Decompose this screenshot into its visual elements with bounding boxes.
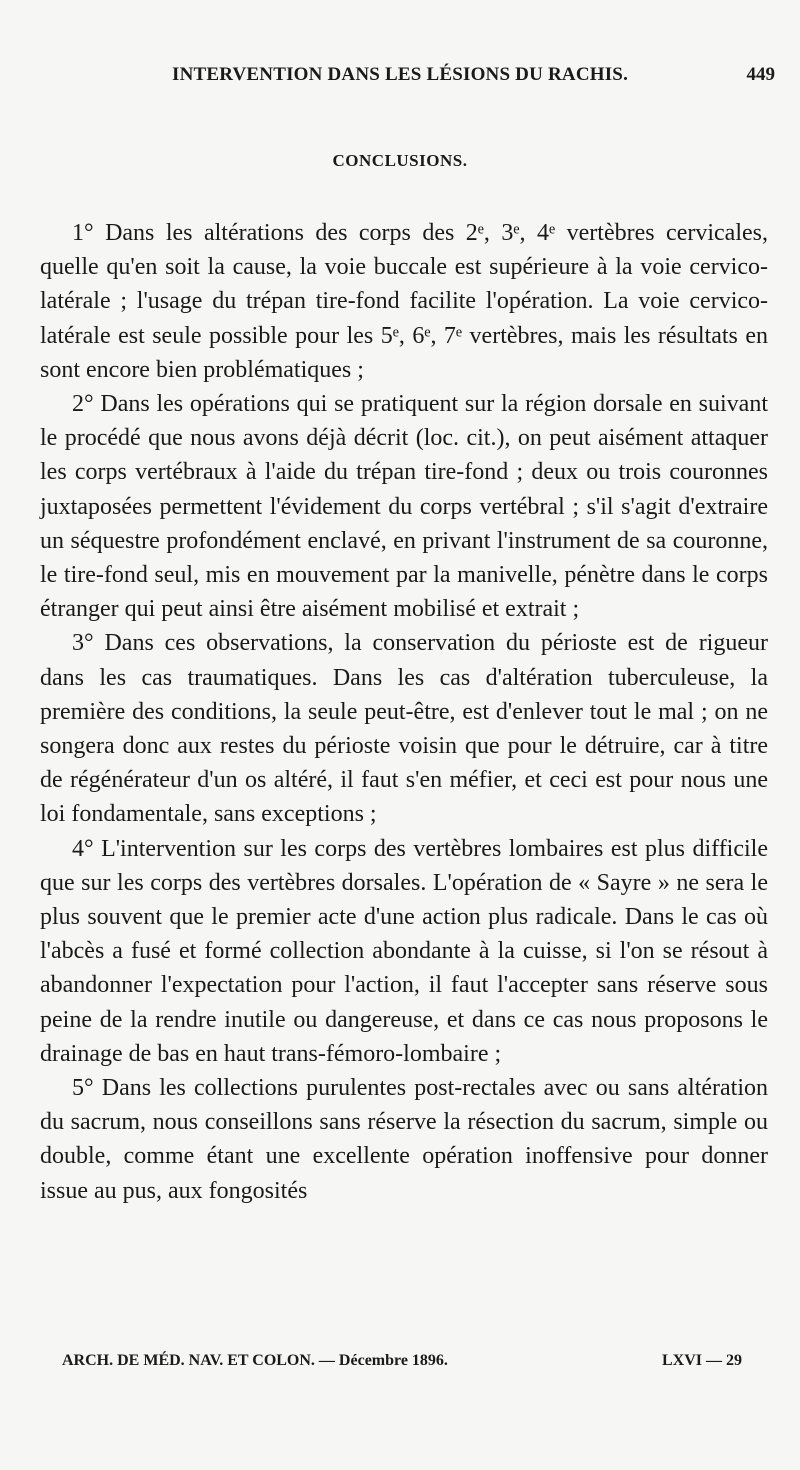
section-title: CONCLUSIONS. [332, 151, 468, 170]
running-title: INTERVENTION DANS LES LÉSIONS DU RACHIS. [171, 64, 629, 85]
conclusion-paragraph-1: 1° Dans les altérations des corps des 2ᵉ, 3ᵉ, 4ᵉ vertèbres cervicales, quelle qu'en soit la cause, la voie buccale est supérieure à la voie cervico-latérale ; l'usage du trépan tire-fond facilite l'opération. La voie cervico-latérale est seule possible pour les 5ᵉ, 6ᵉ, 7ᵉ vertèbres, mais les résultats en sont encore bien problématiques ; [40, 220, 768, 383]
conclusion-paragraph-5: 5° Dans les collections purulentes post-rectales avec ou sans altération du sacrum, nous conseillons sans réserve la résection du sacrum, simple ou double, comme étant une excellente opération inoffensive pour donner issue au pus, aux fongosités [40, 1075, 768, 1204]
body-text [40, 216, 768, 1208]
conclusion-paragraph-2: 2° Dans les opérations qui se pratiquent sur la région dorsale en suivant le procédé que nous avons déjà décrit (loc. cit.), on peut aisément attaquer les corps vertébraux à l'aide du trépan tire-fond ; deux ou trois couronnes juxtaposées permettent l'évidement du corps vertébral ; s'il s'agit d'extraire un séquestre profondément enclavé, en privant l'instrument de sa couronne, le tire-fond seul, mis en mouvement par la manivelle, pénètre dans le corps étranger qui peut ainsi être aisément mobilisé et extrait ; [40, 391, 768, 623]
page-number: 449 [746, 64, 775, 85]
page-footer [62, 1352, 742, 1380]
signature-mark: LXVI — 29 [661, 1352, 742, 1369]
conclusion-paragraph-3: 3° Dans ces observations, la conservation du périoste est de rigueur dans les cas traumatiques. Dans les cas d'altération tuberculeuse, la première des conditions, la seule peut-être, est d'enlever tout le mal ; on ne songera donc aux restes du périoste voisin que pour le détruire, car à titre de régénérateur d'un os altéré, il faut s'en méfier, et ceci est pour nous une loi fondamentale, sans exceptions ; [40, 630, 768, 828]
conclusion-paragraph-4: 4° L'intervention sur les corps des vertèbres lombaires est plus difficile que sur les corps des vertèbres dorsales. L'opération de « Sayre » ne sera le plus souvent que le premier acte d'une action plus radicale. Dans le cas où l'abcès a fusé et formé collection abondante à la cuisse, si l'on se résout à abandonner l'expectation pour l'action, il faut l'accepter sans réserve sous peine de la rendre inutile ou dangereuse, et dans ce cas nous proposons le drainage de bas en haut trans-fémoro-lombaire ; [40, 835, 768, 1067]
journal-citation: ARCH. DE MÉD. NAV. ET COLON. — Décembre 1896. [62, 1352, 448, 1369]
